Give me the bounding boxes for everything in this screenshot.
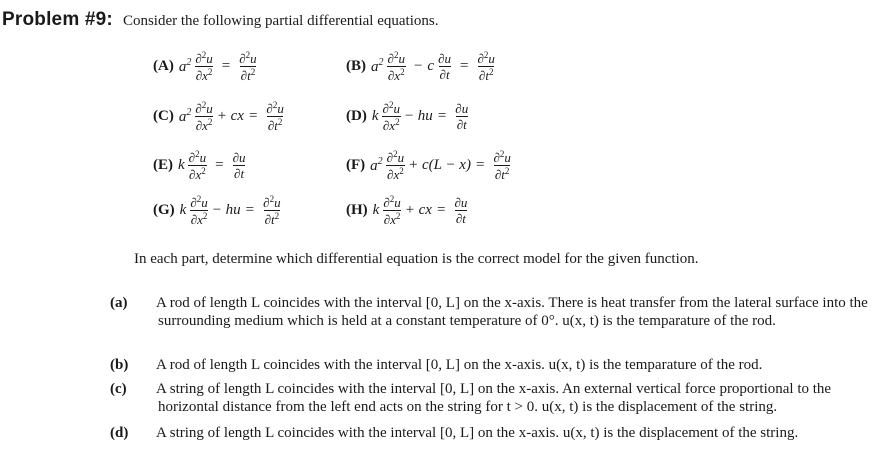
equation-h	[346, 190, 471, 230]
part-text: A rod of length L coincides with the interval [0, L] on the x-axis. u(x, t) is the temparature of the rod.	[156, 357, 763, 373]
equation-coefficient: $a^2$	[178, 56, 192, 75]
equation-tag: (E)	[153, 156, 173, 173]
equation-tag: (F)	[346, 156, 366, 173]
rhs-fraction: $\frac{\partial^2u}{\partial t^2}$	[239, 49, 257, 83]
equation-tag: (A)	[153, 57, 174, 74]
part-label: (c)	[110, 381, 127, 397]
part-text: A string of length L coincides with the interval [0, L] on the x-axis. u(x, t) is the displacement of the string.	[156, 425, 799, 441]
source-term: + c(L − x)	[408, 156, 471, 173]
minus-sign: −	[413, 57, 423, 74]
equation-tag: (H)	[346, 201, 368, 218]
equation-tag: (G)	[153, 201, 175, 218]
lhs-fraction: $\frac{\partial^2u}{\partial x^2}$	[190, 193, 208, 227]
equals-sign: =	[460, 57, 469, 74]
equation-coefficient: $a^2$	[371, 56, 384, 75]
source-term: + cx	[216, 107, 244, 124]
problem-intro: Consider the following partial differential equations.	[122, 13, 439, 29]
damping-coefficient: c	[427, 57, 435, 74]
equation-c	[153, 96, 288, 136]
part-d	[110, 424, 882, 442]
part-text: A rod of length L coincides with the interval [0, L] on the x-axis. There is heat transfer from the lateral surface into the surrounding medium which is held at a constant temperature of 0°. u(x, t) is the temparature of the rod.	[156, 295, 868, 329]
part-b	[110, 356, 882, 374]
lhs-fraction: $\frac{\partial^2u}{\partial x^2}$	[195, 99, 213, 133]
equals-sign: =	[475, 156, 485, 173]
lhs-fraction: $\frac{\partial^2u}{\partial x^2}$	[195, 49, 213, 83]
equation-e	[153, 145, 250, 185]
equation-b	[346, 46, 499, 86]
equation-tag: (C)	[153, 107, 174, 124]
equation-coefficient: k	[371, 107, 379, 124]
rhs-fraction: $\frac{\partial u}{\partial t}$	[454, 194, 468, 226]
equation-a	[153, 46, 261, 86]
equals-sign: =	[436, 201, 446, 218]
equation-d	[346, 96, 472, 136]
part-label: (b)	[110, 357, 129, 373]
rhs-fraction: $\frac{\partial^2u}{\partial t^2}$	[493, 148, 511, 182]
equation-coefficient: k	[372, 201, 380, 218]
rhs-fraction: $\frac{\partial u}{\partial t}$	[232, 149, 246, 181]
rhs-fraction: $\frac{\partial^2u}{\partial t^2}$	[263, 193, 281, 227]
lhs-fraction: $\frac{\partial^2u}{\partial x^2}$	[383, 193, 401, 227]
equals-sign: =	[248, 107, 258, 124]
part-label: (a)	[110, 295, 128, 311]
equation-coefficient: $a^2$	[370, 155, 383, 174]
problem-header	[2, 9, 438, 31]
equation-f	[346, 145, 515, 185]
lhs-fraction: $\frac{\partial^2u}{\partial x^2}$	[386, 148, 405, 182]
equation-g	[153, 190, 285, 230]
lhs-fraction: $\frac{\partial^2u}{\partial x^2}$	[382, 99, 400, 133]
part-c	[110, 380, 882, 416]
equation-coefficient: k	[179, 201, 187, 218]
equation-coefficient: k	[178, 156, 185, 173]
rhs-fraction: $\frac{\partial u}{\partial t}$	[455, 100, 469, 132]
lhs-fraction: $\frac{\partial^2u}{\partial x^2}$	[188, 148, 207, 182]
source-term: − hu	[403, 107, 433, 124]
source-term: − hu	[211, 201, 241, 218]
part-label: (d)	[110, 425, 129, 441]
equation-coefficient: $a^2$	[178, 106, 192, 125]
mid-fraction: $\frac{\partial u}{\partial t}$	[438, 50, 452, 82]
equals-sign: =	[221, 57, 231, 74]
rhs-fraction: $\frac{\partial^2u}{\partial t^2}$	[477, 49, 495, 83]
equals-sign: =	[215, 156, 224, 173]
equals-sign: =	[245, 201, 255, 218]
part-a	[110, 294, 882, 330]
equation-tag: (D)	[346, 107, 367, 124]
lhs-fraction: $\frac{\partial^2u}{\partial x^2}$	[387, 49, 405, 83]
instruction-text: In each part, determine which differential equation is the correct model for the given function.	[134, 251, 699, 267]
problem-label: Problem #9:	[2, 9, 113, 30]
equals-sign: =	[437, 107, 447, 124]
source-term: + cx	[404, 201, 432, 218]
rhs-fraction: $\frac{\partial^2u}{\partial t^2}$	[266, 99, 284, 133]
equation-tag: (B)	[346, 57, 366, 74]
part-text: A string of length L coincides with the interval [0, L] on the x-axis. An external vertical force proportional to the horizontal distance from the left end acts on the string for t > 0. u(x, t) is the displacement of the string.	[156, 381, 832, 415]
